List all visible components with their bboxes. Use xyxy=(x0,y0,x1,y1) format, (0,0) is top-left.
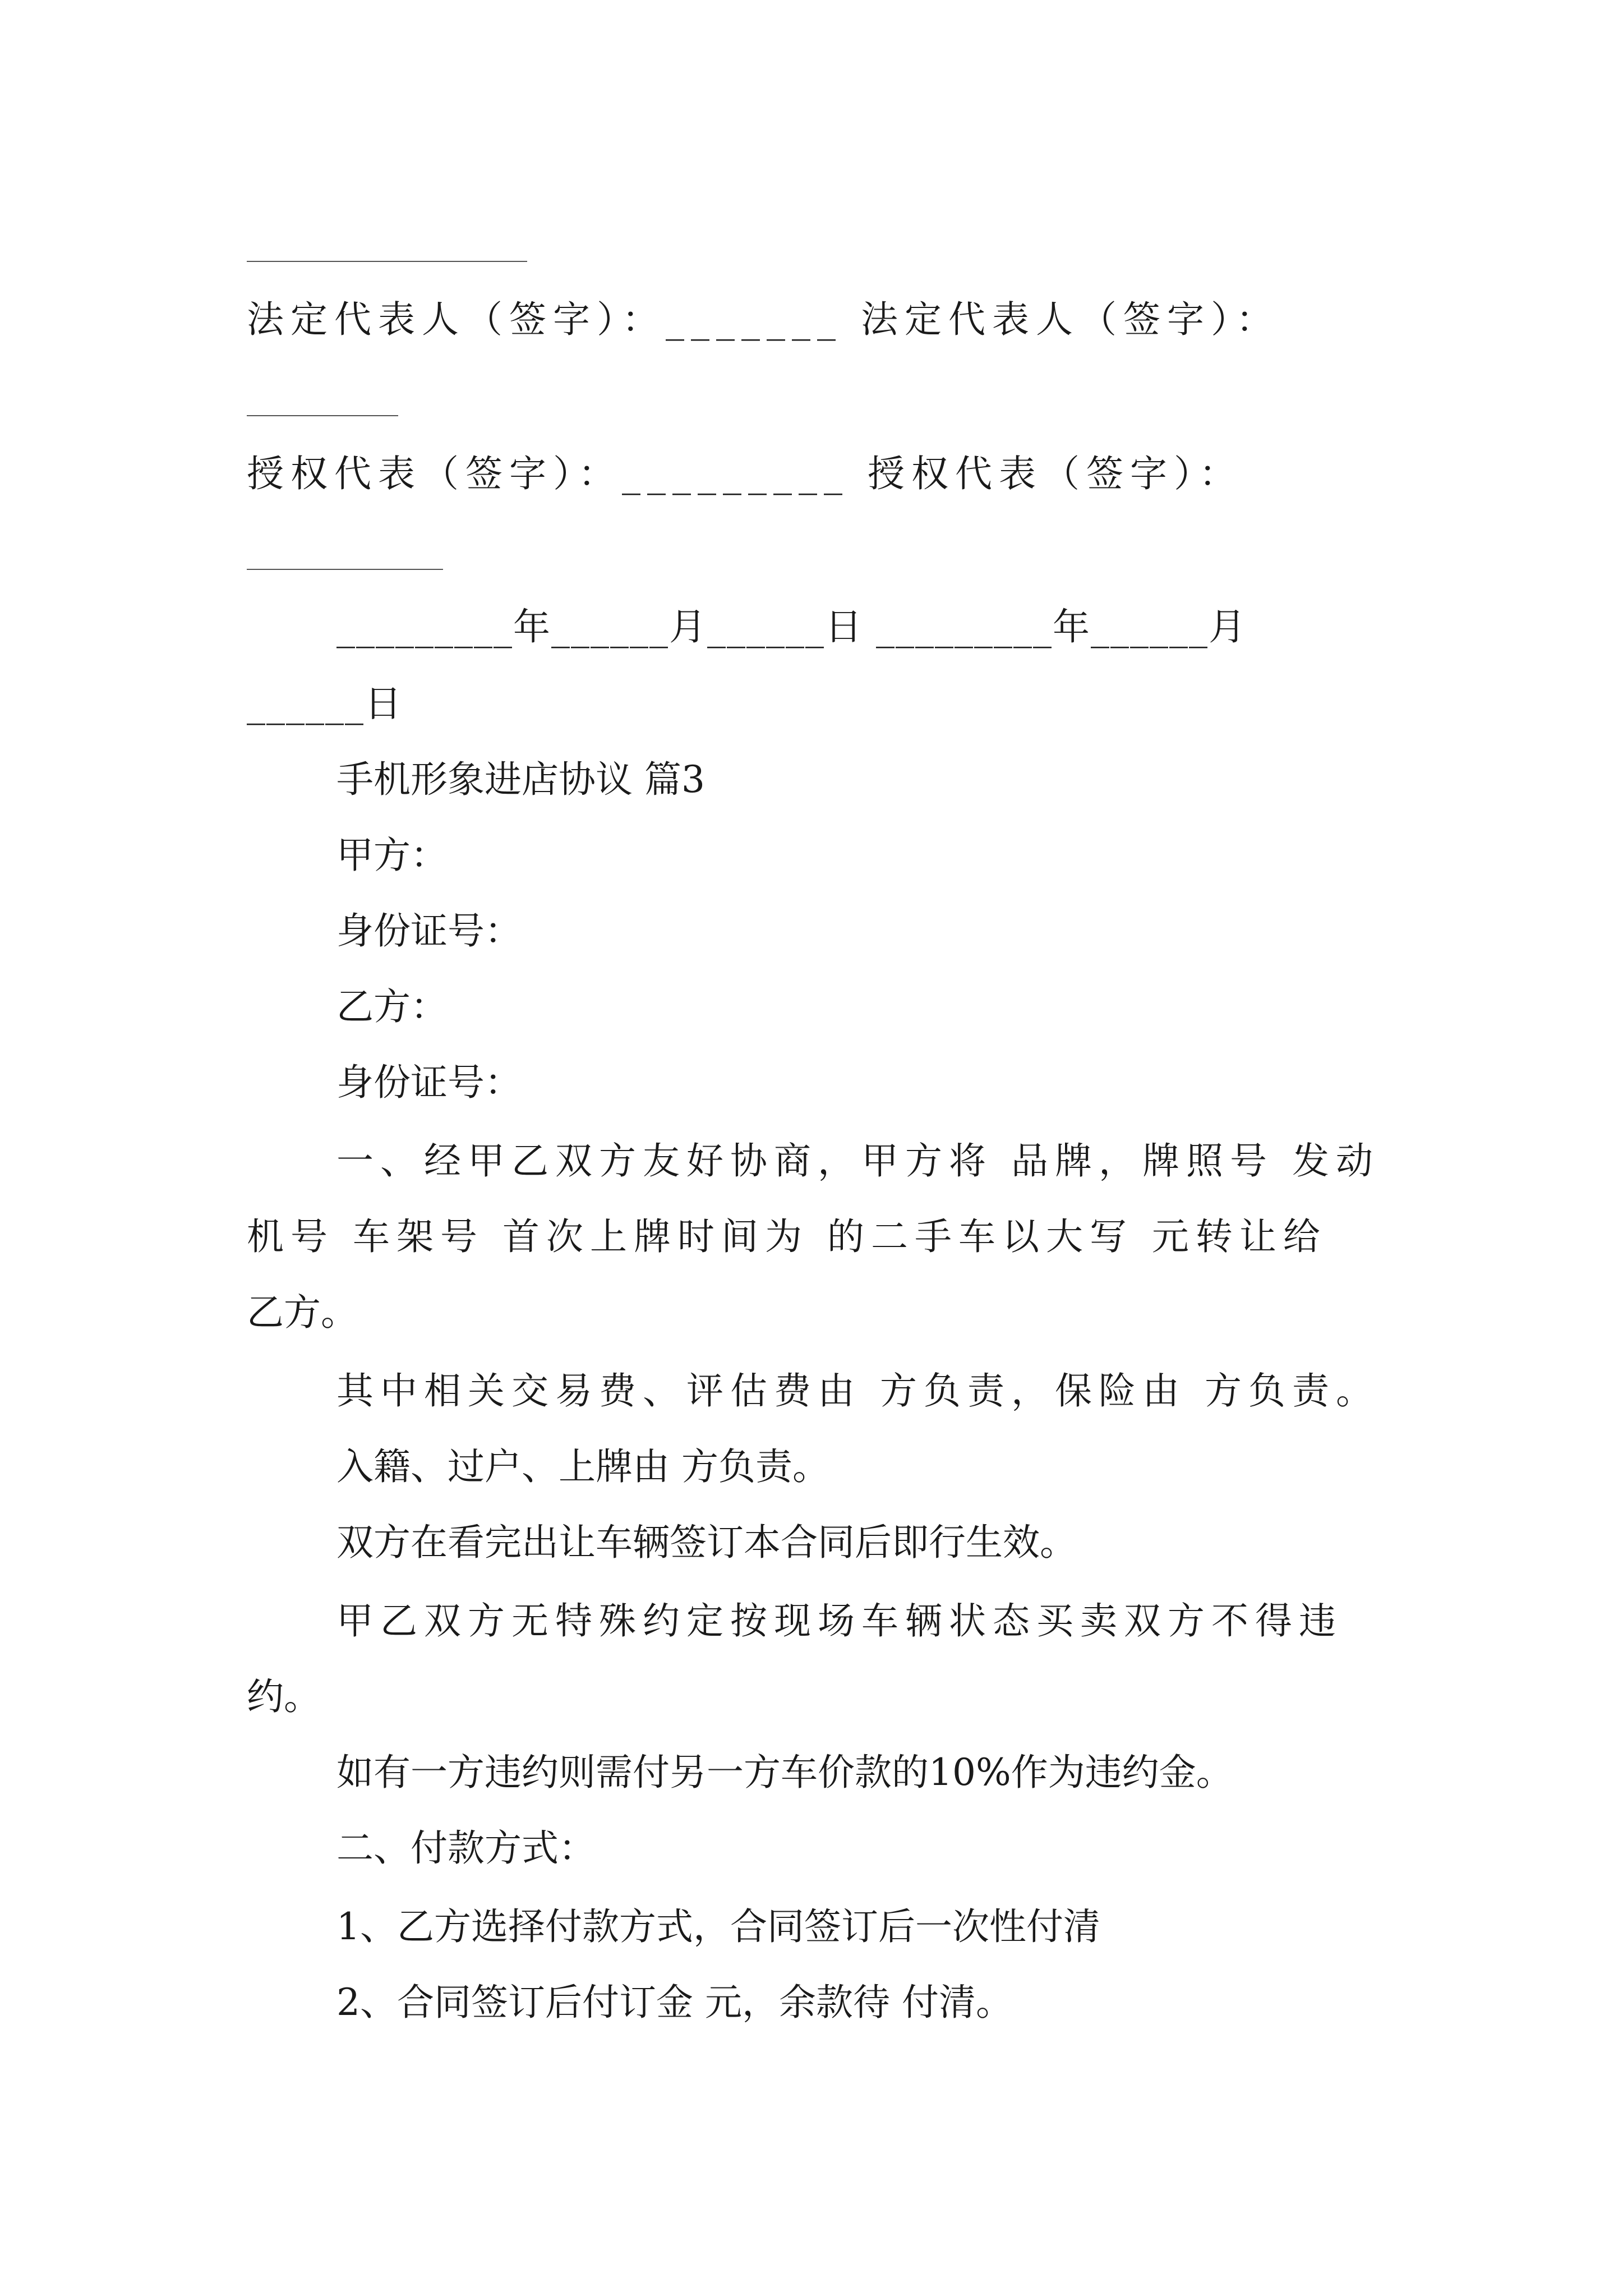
no-breach-clause-line-2: 约。 xyxy=(247,1675,321,1718)
clause-1-line-3: 乙方。 xyxy=(247,1291,358,1334)
signature-date-line-tail: ______日 xyxy=(247,682,403,725)
payment-option-2: 2、合同签订后付订金 元，余款待 付清。 xyxy=(336,1981,1013,2024)
signature-blank-authorized-rep xyxy=(247,569,443,570)
party-a-id-label: 身份证号： xyxy=(336,909,522,953)
effective-clause: 双方在看完出让车辆签订本合同后即行生效。 xyxy=(336,1521,1077,1564)
authorized-representative-signature-line: 授权代表（签字）：_________ 授权代表（签字）： xyxy=(247,452,1243,495)
section-title: 手机形象进店协议 篇3 xyxy=(336,758,705,801)
clause-1-line-2: 机号 车架号 首次上牌时间为 的二手车以大写 元转让给 xyxy=(247,1215,1327,1258)
fees-clause: 其中相关交易费、评估费由 方负责，保险由 方负责。 xyxy=(336,1369,1380,1412)
party-a-label: 甲方： xyxy=(336,834,448,877)
signature-blank-legal-rep xyxy=(247,415,398,416)
no-breach-clause-line-1: 甲乙双方无特殊约定按现场车辆状态买卖双方不得违 xyxy=(336,1599,1343,1642)
legal-representative-signature-line: 法定代表人（签字）：_______ 法定代表人（签字）： xyxy=(247,298,1280,341)
party-b-id-label: 身份证号： xyxy=(336,1061,522,1104)
party-b-label: 乙方： xyxy=(336,985,448,1028)
payment-heading: 二、付款方式： xyxy=(336,1826,596,1870)
registration-clause: 入籍、过户、上牌由 方负责。 xyxy=(336,1445,829,1488)
penalty-clause: 如有一方违约则需付另一方车价款的10%作为违约金。 xyxy=(336,1751,1233,1794)
payment-option-1: 1、乙方选择付款方式，合同签订后一次性付清 xyxy=(336,1905,1100,1948)
signature-date-line: _________年______月______日 _________年______月 xyxy=(336,605,1247,648)
clause-1-line-1: 一、经甲乙双方友好协商，甲方将 品牌，牌照号 发动 xyxy=(336,1139,1380,1182)
signature-blank-top xyxy=(247,261,527,262)
